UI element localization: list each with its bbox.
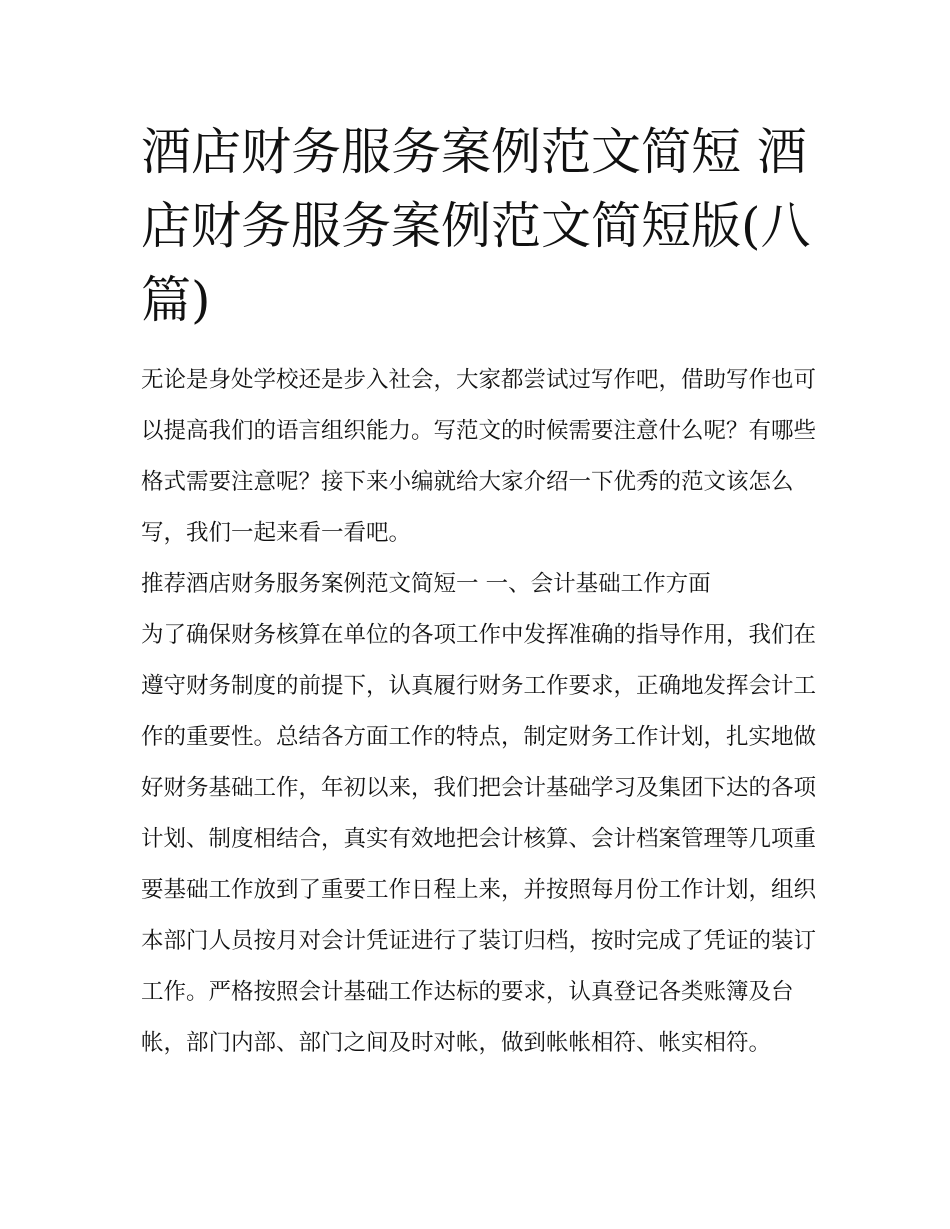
recommend-heading: 推荐酒店财务服务案例范文简短一 一、会计基础工作方面	[141, 571, 711, 597]
intro-paragraph: 无论是身处学校还是步入社会，大家都尝试过写作吧，借助写作也可以提高我们的语言组织能力。写范文的时候需要注意什么呢？有哪些格式需要注意呢？接下来小编就给大家介绍一下优秀的范文该怎么写，我们一起来看一看吧。	[141, 367, 817, 546]
document-title: 酒店财务服务案例范文简短 酒店财务服务案例范文简短版(八篇)	[141, 123, 811, 329]
body-paragraph: 为了确保财务核算在单位的各项工作中发挥准确的指导作用，我们在遵守财务制度的前提下，认真履行财务工作要求，正确地发挥会计工作的重要性。总结各方面工作的特点，制定财务工作计划，扎实地做好财务基础工作，年初以来，我们把会计基础学习及集团下达的各项计划、制度相结合，真实有效地把会计核算、会计档案管理等几项重要基础工作放到了重要工作日程上来，并按照每月份工作计划，组织本部门人员按月对会计凭证进行了装订归档，按时完成了凭证的装订工作。严格按照会计基础工作达标的要求，认真登记各类账簿及台帐，部门内部、部门之间及时对帐，做到帐帐相符、帐实相符。	[141, 622, 817, 1056]
document-page	[141, 115, 816, 1069]
